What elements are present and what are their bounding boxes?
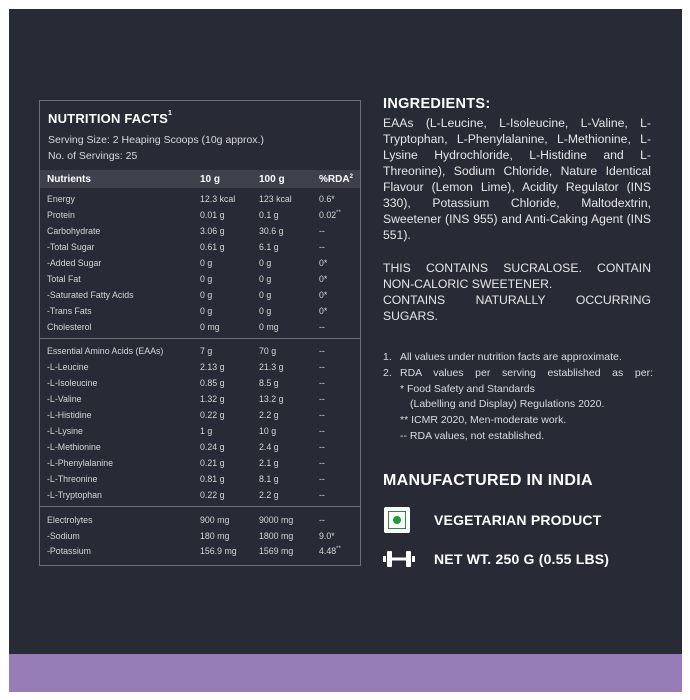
nutrient-name: -Total Sugar bbox=[47, 242, 95, 252]
value-rda: -- bbox=[319, 442, 325, 452]
value-100g: 1800 mg bbox=[259, 530, 294, 541]
nutrient-row bbox=[40, 304, 360, 319]
value-100g: 123 kcal bbox=[259, 194, 292, 204]
value-rda: -- bbox=[319, 378, 325, 388]
value-10g: 0.22 g bbox=[200, 490, 225, 500]
value-100g: 8.5 g bbox=[259, 378, 279, 388]
nutrient-name: -L-Phenylalanine bbox=[47, 458, 114, 468]
nutrient-name: -L-Leucine bbox=[47, 362, 89, 372]
nutrient-row bbox=[40, 488, 360, 503]
vegetarian-mark-icon bbox=[384, 507, 410, 533]
header-100g: 100 g bbox=[259, 174, 285, 185]
nutrient-row bbox=[40, 392, 360, 407]
value-10g: 7 g bbox=[200, 346, 213, 356]
value-rda: -- bbox=[319, 346, 325, 356]
nutrient-row bbox=[40, 440, 360, 455]
value-10g: 0.24 g bbox=[200, 442, 225, 452]
nutrient-name: -Saturated Fatty Acids bbox=[47, 290, 134, 300]
nutrient-name: -Trans Fats bbox=[47, 306, 92, 316]
value-rda: 0* bbox=[319, 274, 328, 284]
value-100g: 2.2 g bbox=[259, 490, 279, 500]
value-rda: -- bbox=[319, 490, 325, 500]
value-rda: 0* bbox=[319, 306, 328, 316]
number-of-servings: No. of Servings: 25 bbox=[48, 150, 138, 162]
value-rda: 0.02** bbox=[319, 210, 341, 220]
header-10g: 10 g bbox=[200, 174, 221, 185]
nutrient-row bbox=[40, 544, 360, 559]
value-10g: 180 mg bbox=[200, 530, 230, 541]
value-100g: 2.4 g bbox=[259, 442, 279, 452]
value-10g: 0.81 g bbox=[200, 474, 225, 484]
value-rda: -- bbox=[319, 226, 325, 236]
nutrient-name: -Added Sugar bbox=[47, 258, 102, 268]
nutrient-name: Protein bbox=[47, 210, 75, 220]
nutrient-name: -Potassium bbox=[47, 546, 91, 556]
nutrient-name: -L-Methionine bbox=[47, 442, 101, 452]
value-rda: -- bbox=[319, 426, 325, 436]
value-10g: 0 g bbox=[200, 274, 213, 284]
value-10g: 1 g bbox=[200, 426, 213, 436]
nutrient-name: -L-Tryptophan bbox=[47, 490, 102, 500]
nutrient-name: -L-Threonine bbox=[47, 474, 98, 484]
nutrient-row bbox=[40, 360, 360, 375]
nutrient-name: Essential Amino Acids (EAAs) bbox=[47, 346, 164, 356]
value-100g: 9000 mg bbox=[259, 515, 294, 525]
value-100g: 0 g bbox=[259, 306, 272, 316]
value-rda: 0* bbox=[319, 290, 328, 300]
value-rda: -- bbox=[319, 474, 325, 484]
nutrient-row bbox=[40, 240, 360, 255]
sucralose-line-1: THIS CONTAINS SUCRALOSE. CONTAIN bbox=[383, 261, 651, 275]
value-10g: 900 mg bbox=[200, 515, 230, 525]
value-10g: 1.32 g bbox=[200, 394, 225, 404]
nutrient-name: Cholesterol bbox=[47, 322, 92, 332]
value-100g: 0.1 g bbox=[259, 210, 279, 220]
value-rda: -- bbox=[319, 322, 325, 332]
nutrient-name: Electrolytes bbox=[47, 515, 93, 525]
table-divider bbox=[40, 506, 360, 507]
sweetener-statement bbox=[383, 260, 651, 324]
nutrient-name: -L-Isoleucine bbox=[47, 378, 98, 388]
nutrient-row bbox=[40, 272, 360, 287]
header-nutrients: Nutrients bbox=[47, 174, 91, 185]
footnote-sub-1: * Food Safety and Standards bbox=[400, 382, 535, 395]
footnote-1: 1. All values under nutrition facts are approximate. bbox=[383, 351, 622, 363]
nutrient-name: -Sodium bbox=[47, 530, 80, 541]
footnotes bbox=[383, 350, 653, 445]
value-100g: 8.1 g bbox=[259, 474, 279, 484]
value-100g: 13.2 g bbox=[259, 394, 284, 404]
nutrient-name: Carbohydrate bbox=[47, 226, 101, 236]
value-rda: -- bbox=[319, 242, 325, 252]
header-rda: %RDA$^2$ bbox=[319, 174, 353, 185]
table-divider bbox=[40, 338, 360, 339]
nutrient-row bbox=[40, 288, 360, 303]
value-100g: 30.6 g bbox=[259, 226, 284, 236]
nutrient-row bbox=[40, 224, 360, 239]
value-100g: 1569 mg bbox=[259, 546, 294, 556]
nutrition-table-header bbox=[40, 170, 360, 188]
value-100g: 70 g bbox=[259, 346, 277, 356]
nutrient-row bbox=[40, 424, 360, 439]
value-10g: 0.85 g bbox=[200, 378, 225, 388]
value-10g: 0 g bbox=[200, 258, 213, 268]
value-rda: 4.48** bbox=[319, 546, 341, 556]
value-10g: 156.9 mg bbox=[200, 546, 237, 556]
ingredients-text: EAAs (L-Leucine, L-Isoleucine, L-Valine, L-Tryptophan, L-Phenylalanine, L-Methionine, L-Lysine Hydrochloride, L-Histidine and L-Threonine), Sodium Chloride, Nature Identical Flavour (Lemon Lime), Acidity Regulator (INS 330), Potassium Chloride, Maltodextrin, Sweetener (INS 955) and Anti-Caking Agent (INS 551). bbox=[383, 116, 651, 242]
manufactured-in-india: MANUFACTURED IN INDIA bbox=[383, 472, 593, 489]
nutrient-row bbox=[40, 376, 360, 391]
value-rda: -- bbox=[319, 362, 325, 372]
value-100g: 6.1 g bbox=[259, 242, 279, 252]
value-10g: 0.22 g bbox=[200, 410, 225, 420]
nutrient-row bbox=[40, 344, 360, 359]
value-rda: 9.0* bbox=[319, 530, 335, 541]
vegetarian-label: VEGETARIAN PRODUCT bbox=[434, 512, 602, 528]
value-rda: -- bbox=[319, 515, 325, 525]
value-100g: 2.1 g bbox=[259, 458, 279, 468]
footnote-sub-4: -- RDA values, not established. bbox=[400, 429, 545, 442]
nutrient-name: Total Fat bbox=[47, 274, 81, 284]
value-rda: -- bbox=[319, 458, 325, 468]
nutrient-name: -L-Histidine bbox=[47, 410, 92, 420]
value-10g: 0.01 g bbox=[200, 210, 225, 220]
sugars-line-2: SUGARS. bbox=[383, 309, 438, 323]
nutrient-row bbox=[40, 472, 360, 487]
nutrient-row bbox=[40, 208, 360, 223]
nutrient-row bbox=[40, 320, 360, 335]
nutrition-facts-box bbox=[39, 100, 361, 566]
nutrition-title: NUTRITION FACTS$^1$ bbox=[48, 110, 173, 126]
value-100g: 2.2 g bbox=[259, 410, 279, 420]
value-10g: 0.21 g bbox=[200, 458, 225, 468]
value-10g: 3.06 g bbox=[200, 226, 225, 236]
sucralose-line-2: NON-CALORIC SWEETENER. bbox=[383, 277, 553, 291]
value-100g: 21.3 g bbox=[259, 362, 284, 372]
nutrient-name: -L-Valine bbox=[47, 394, 82, 404]
value-10g: 0 g bbox=[200, 306, 213, 316]
footnote-sub-2: (Labelling and Display) Regulations 2020. bbox=[410, 398, 605, 411]
value-10g: 12.3 kcal bbox=[200, 194, 236, 204]
nutrient-name: Energy bbox=[47, 194, 75, 204]
net-weight: NET WT. 250 G (0.55 LBS) bbox=[434, 551, 610, 567]
sugars-line-1: CONTAINS NATURALLY OCCURRING bbox=[383, 293, 651, 307]
bottom-color-band bbox=[9, 654, 682, 692]
nutrient-name: -L-Lysine bbox=[47, 426, 83, 436]
nutrient-row bbox=[40, 513, 360, 528]
value-100g: 0 g bbox=[259, 290, 272, 300]
nutrient-row bbox=[40, 408, 360, 423]
nutrient-row bbox=[40, 456, 360, 471]
nutrient-row bbox=[40, 192, 360, 207]
value-rda: 0.6* bbox=[319, 194, 335, 204]
footnote-2: 2. RDA values per serving established as per: bbox=[383, 366, 653, 379]
value-100g: 10 g bbox=[259, 426, 277, 436]
value-rda: -- bbox=[319, 410, 325, 420]
nutrient-row bbox=[40, 529, 360, 544]
value-rda: -- bbox=[319, 394, 325, 404]
value-rda: 0* bbox=[319, 258, 328, 268]
serving-size: Serving Size: 2 Heaping Scoops (10g approx.) bbox=[48, 134, 264, 146]
value-100g: 0 g bbox=[259, 274, 272, 284]
dumbbell-icon bbox=[383, 548, 415, 570]
ingredients-title: INGREDIENTS: bbox=[383, 96, 491, 112]
value-10g: 0.61 g bbox=[200, 242, 225, 252]
nutrient-row bbox=[40, 256, 360, 271]
footnote-sub-3: ** ICMR 2020, Men-moderate work. bbox=[400, 414, 567, 427]
value-10g: 0 g bbox=[200, 290, 213, 300]
value-100g: 0 mg bbox=[259, 322, 279, 332]
value-100g: 0 g bbox=[259, 258, 272, 268]
value-10g: 2.13 g bbox=[200, 362, 225, 372]
value-10g: 0 mg bbox=[200, 322, 220, 332]
